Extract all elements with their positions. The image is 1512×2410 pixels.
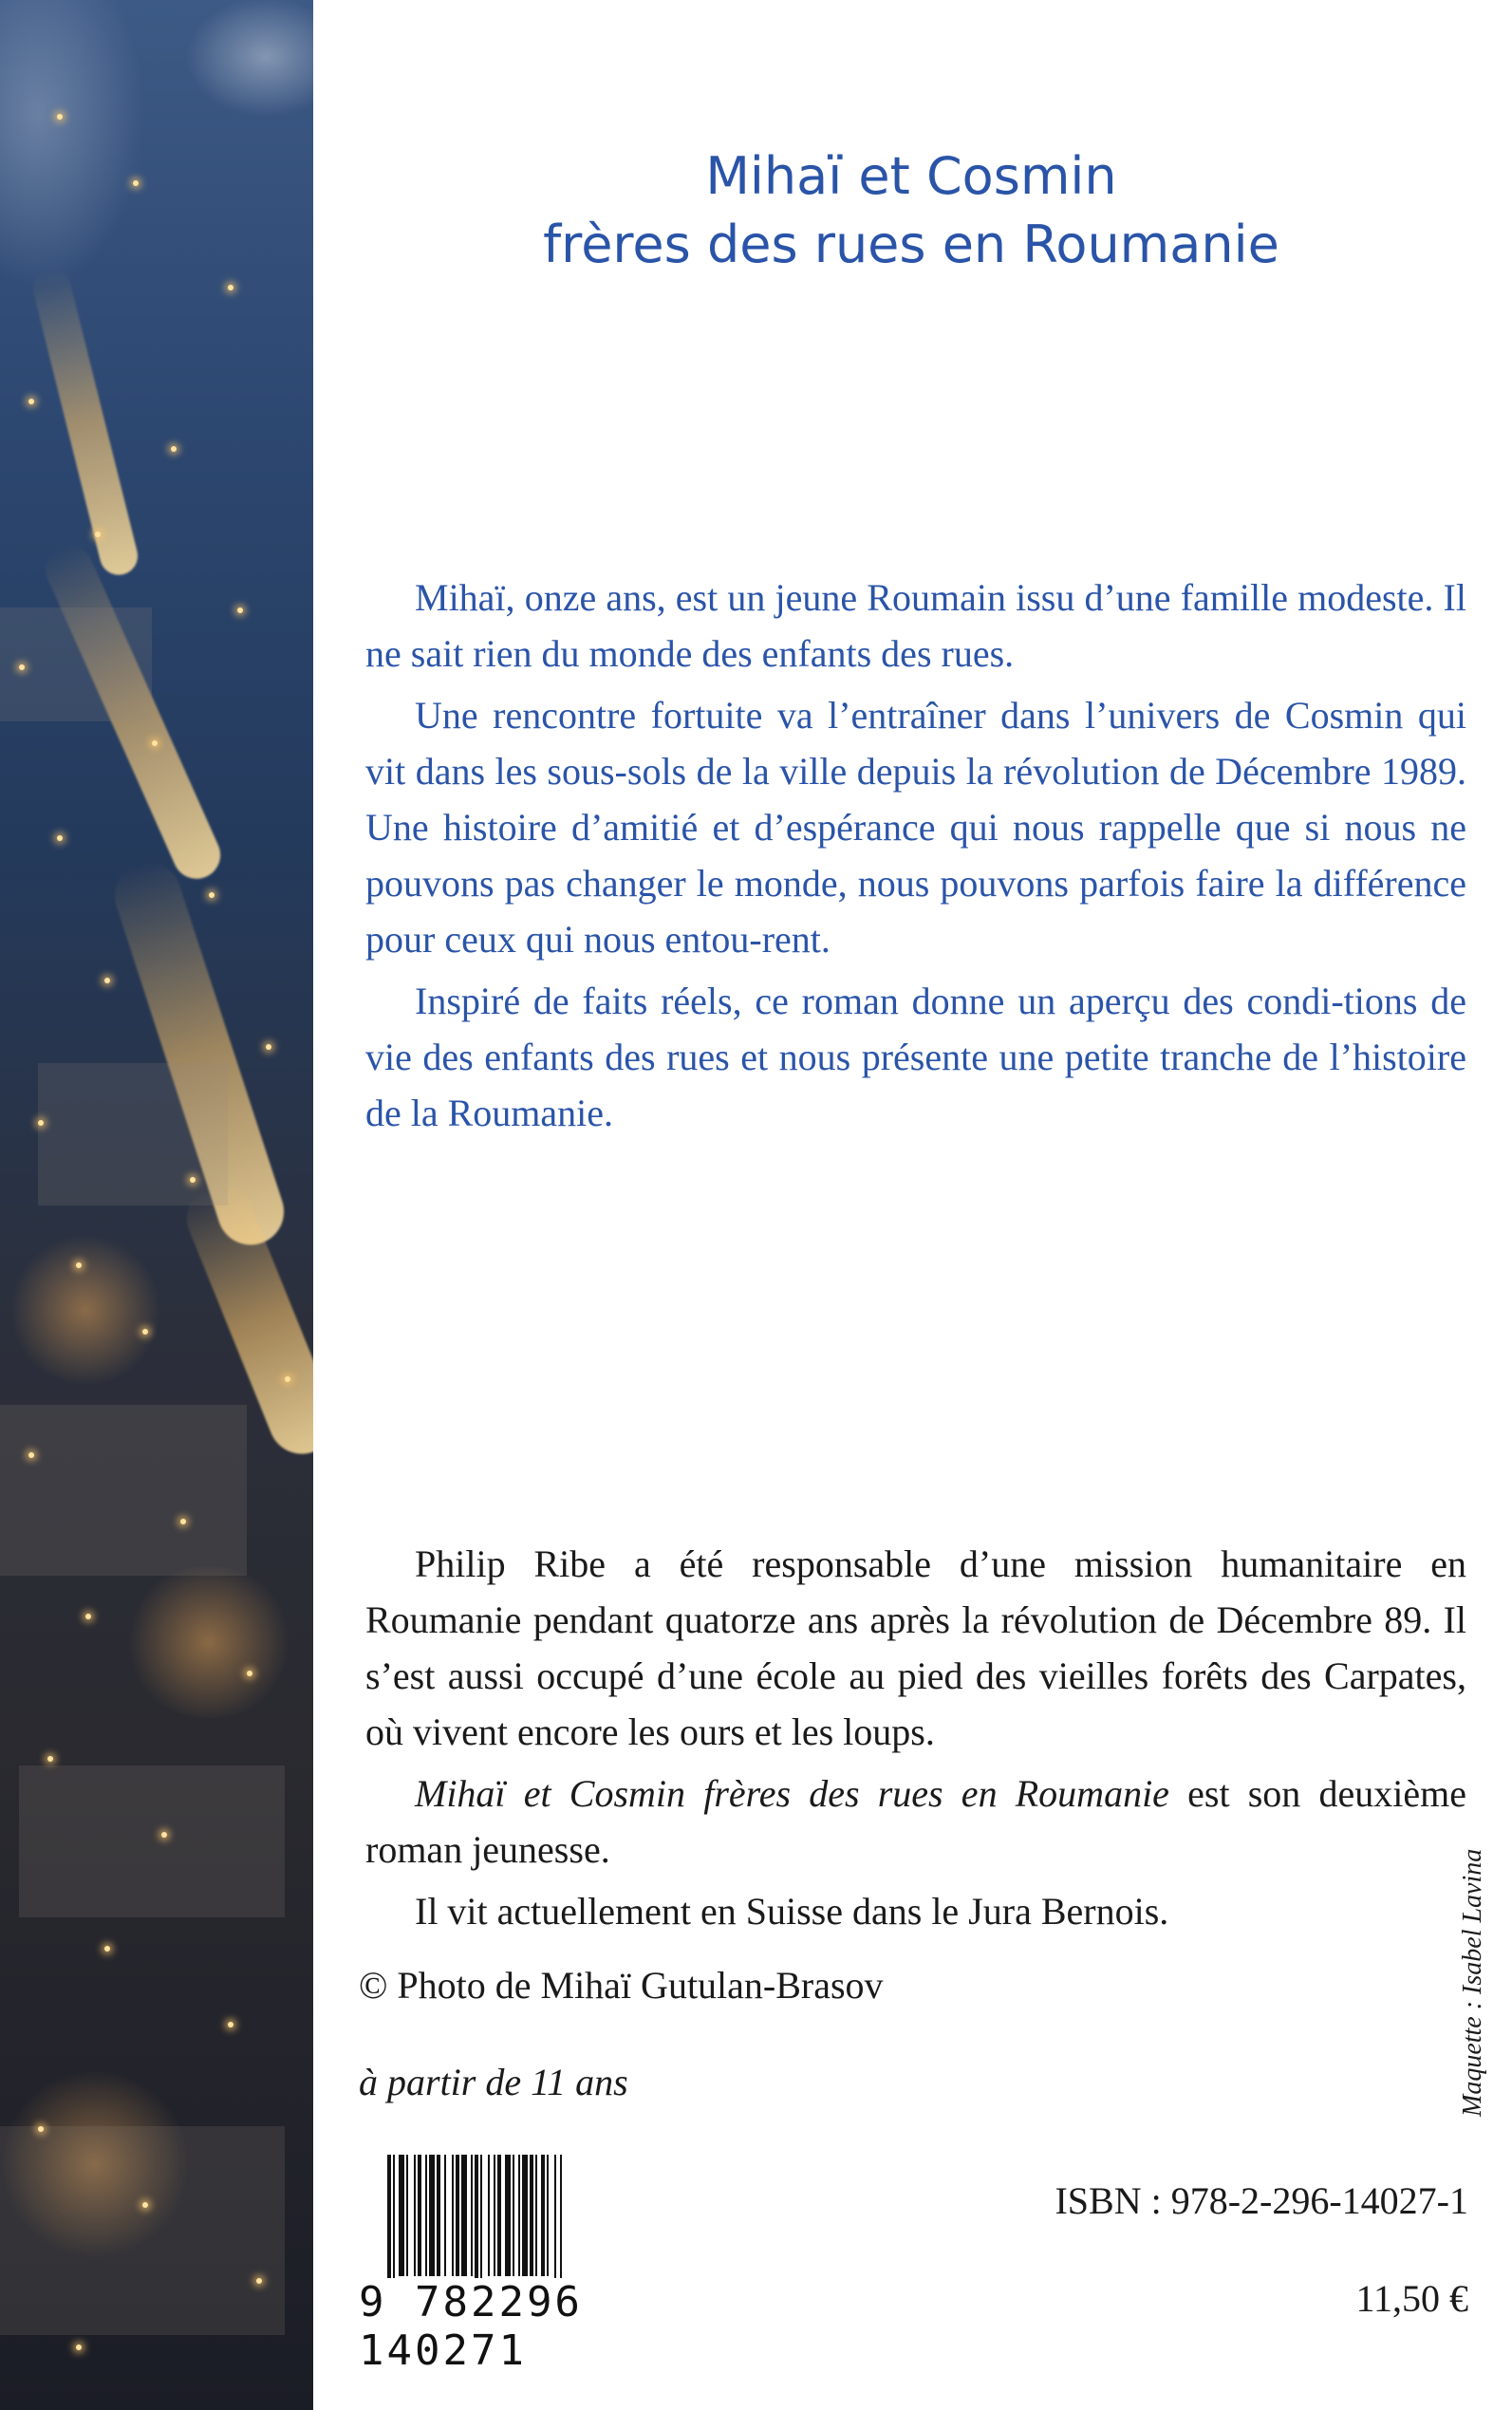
barcode-digits: 9 782296 140271 [359,2278,767,2375]
barcode-bar [399,2155,404,2276]
barcode-bar [437,2155,440,2276]
barcode-bar [452,2155,454,2276]
barcode-bar [535,2155,537,2276]
title-line-2: frères des rues en Roumanie [543,215,1279,274]
barcode-bar [471,2155,473,2276]
author-bio [365,1536,1466,1939]
author-paragraph-2 [365,1765,1466,1878]
price: 11,50 € [1355,2277,1468,2320]
barcode-bar [547,2155,549,2276]
barcode-bar [393,2155,395,2297]
barcode-bars [359,2155,767,2297]
synopsis [365,570,1466,1141]
barcode-bar [522,2155,528,2276]
barcode-bar [480,2155,482,2297]
layout-credit: Maquette : Isabel Lavina [1458,1848,1487,2117]
barcode-bar [541,2155,545,2276]
barcode-bar [387,2155,391,2297]
barcode-bar [414,2155,416,2276]
barcode-bar [488,2155,490,2276]
barcode-bar [461,2155,467,2276]
book-title-italic: Mihaï et Cosmin frères des rues en Roumanie [415,1772,1169,1815]
barcode-bar [530,2155,533,2276]
barcode-bar [513,2155,514,2276]
barcode-bar [456,2155,459,2276]
synopsis-paragraph-1: Mihaï, onze ans, est un jeune Roumain issu d’une famille modeste. Il ne sait rien du monde des enfants des rues. [365,576,1466,675]
barcode-bar [560,2155,562,2297]
barcode-bar [425,2155,427,2276]
barcode-bar [505,2155,511,2276]
barcode-bar [497,2155,501,2276]
photo-credit: © Photo de Mihaï Gutulan-Brasov [359,1964,884,2007]
barcode [359,2155,767,2297]
title-line-1: Mihaï et Cosmin [705,146,1117,206]
author-paragraph-3: Il vit actuellement en Suisse dans le Jura Bernois. [415,1890,1169,1933]
barcode-bar [429,2155,435,2276]
isbn: ISBN : 978-2-296-14027-1 [1055,2179,1468,2222]
barcode-bar [475,2155,478,2297]
barcode-bar [494,2155,495,2276]
barcode-bar [518,2155,520,2276]
barcode-bar [554,2155,556,2297]
author-paragraph-1: Philip Ribe a été responsable d’une mission humanitaire en Roumanie pendant quatorze ans après la révolution de Décembre 89. Il s’est aussi occupé d’une école au pied des vieilles forêts des Carpates, où vivent encore les ours et les loups. [365,1542,1466,1753]
book-title [342,142,1481,279]
synopsis-paragraph-2: Une rencontre fortuite va l’entraîner dans l’univers de Cosmin qui vit dans les sous-sols de la ville depuis la révolution de Décembre 1989. Une histoire d’amitié et d’espérance qui nous rappelle que si nous ne pouvons pas changer le monde, nous pouvons parfois faire la différence pour ceux qui nous entou-rent. [365,694,1466,961]
age-recommendation: à partir de 11 ans [359,2061,628,2103]
barcode-bar [444,2155,446,2276]
author-paragraph-2-rest: est son deuxième roman jeunesse. [365,1772,1466,1871]
barcode-bar [406,2155,408,2276]
synopsis-paragraph-3: Inspiré de faits réels, ce roman donne un aperçu des condi-tions de vie des enfants des rues et nous présente une petite tranche de l’histoire de la Roumanie. [365,980,1466,1134]
cover-photo-night-city [0,0,313,2410]
barcode-bar [418,2155,421,2276]
